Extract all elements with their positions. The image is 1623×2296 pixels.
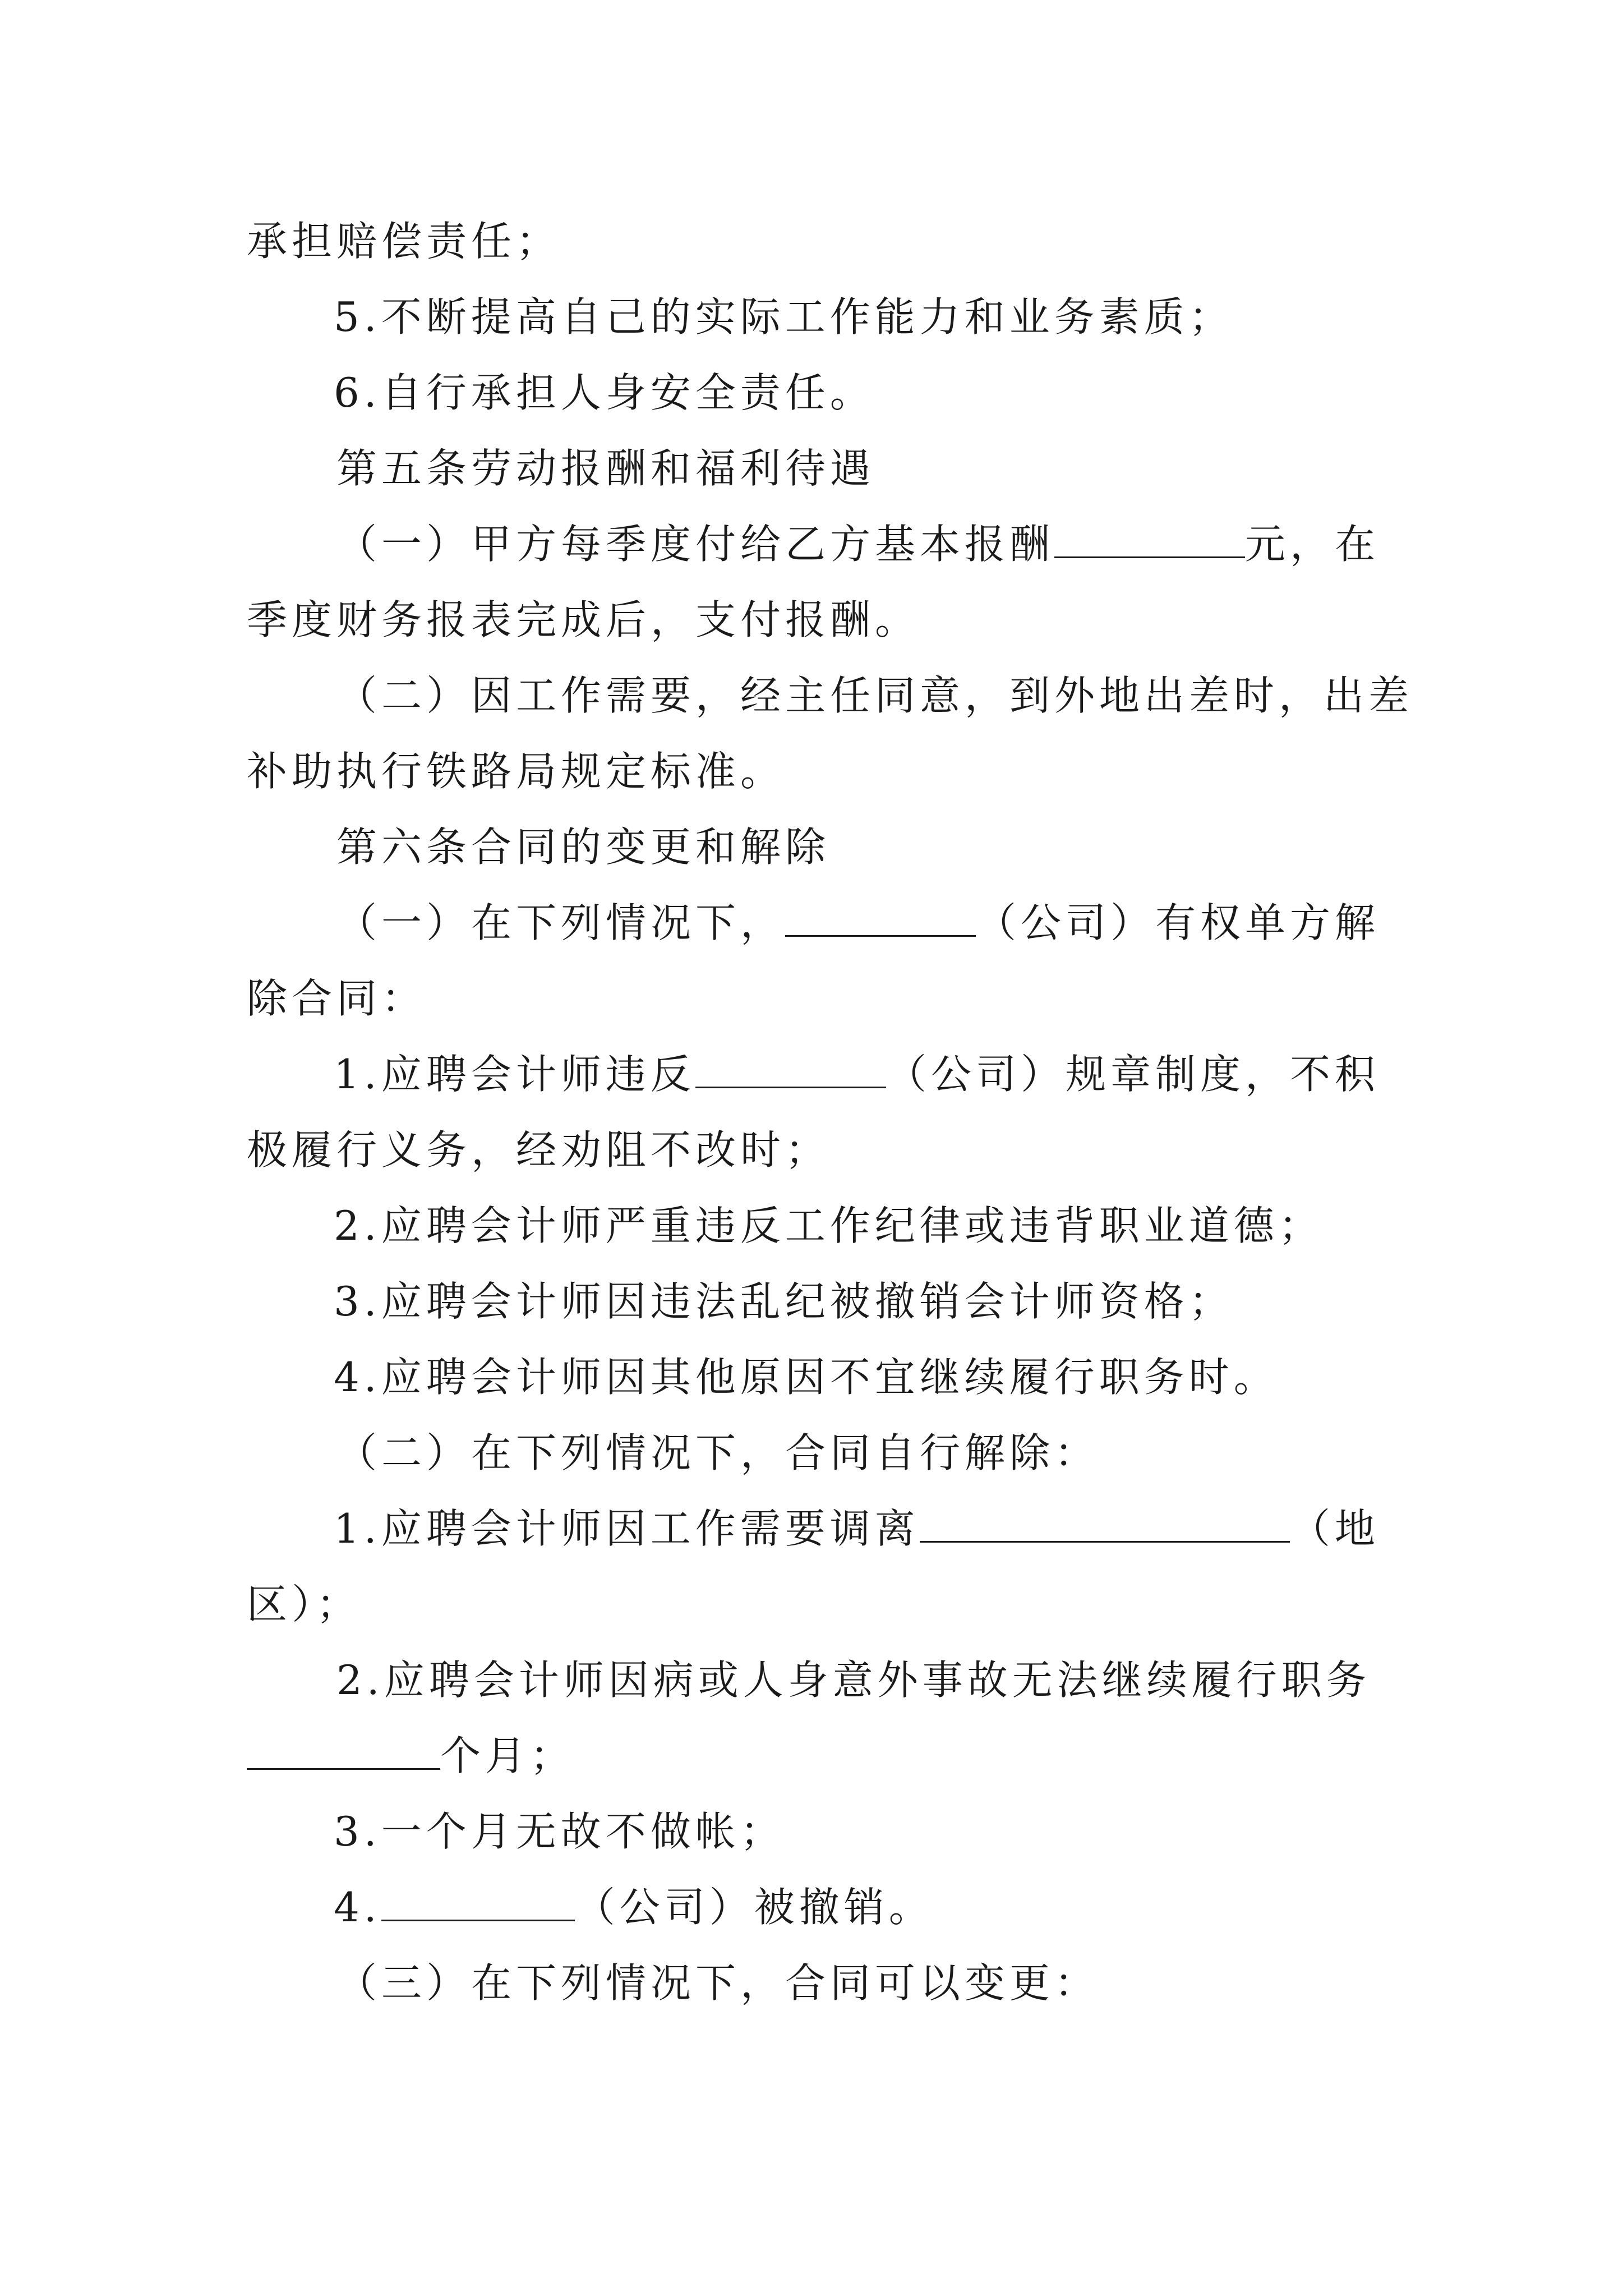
text-segment: （地 [1289,1505,1380,1552]
text-segment: 个月； [440,1732,575,1779]
text-line: 季度财务报表完成后，支付报酬。 [247,596,920,643]
text-line: 区）； [247,1581,362,1628]
text-line: 2.应聘会计师严重违反工作纪律或违背职业道德； [334,1202,1324,1249]
text-line [336,892,1380,954]
text-line: 5.不断提高自己的实际工作能力和业务素质； [334,293,1234,341]
section-heading: 第五条劳动报酬和福利待遇 [336,445,875,492]
text-segment: （公司）有权单方解 [975,899,1380,946]
section-heading: 第六条合同的变更和解除 [336,823,831,871]
text-line [247,1725,575,1787]
text-line: 除合同： [247,975,427,1022]
text-segment: 2.应聘会计师因病或人身意外事故无法继续履行职务 [336,1657,1371,1704]
text-segment: （公司）规章制度，不积 [886,1051,1380,1098]
text-line: 3.应聘会计师因违法乱纪被撤销会计师资格； [334,1278,1234,1325]
text-line: （二）在下列情况下，合同自行解除： [336,1429,1100,1476]
text-line: （三）在下列情况下，合同可以变更： [336,1959,1100,2007]
text-segment: 4. [334,1884,381,1931]
text-line: 6.自行承担人身安全责任。 [334,369,875,416]
text-line [334,1876,934,1938]
text-line: 补助执行铁路局规定标准。 [247,748,786,795]
text-line: 极履行义务，经劝阻不改时； [247,1126,831,1174]
text-line [336,1649,1380,1711]
fill-in-blank [785,896,976,937]
fill-in-blank [247,1729,440,1770]
text-line [336,665,1414,726]
text-line: 承担赔偿责任； [247,218,561,265]
text-segment: （一）甲方每季度付给乙方基本报酬 [336,521,1055,568]
fill-in-blank [920,1502,1290,1543]
text-segment: （公司）被撤销。 [574,1884,934,1931]
text-line: 3.一个月无故不做帐； [334,1808,785,1855]
text-segment: （二）因工作需要，经主任同意，到外地出差时，出差 [336,672,1414,719]
text-line [334,1498,1380,1559]
fill-in-blank [695,1047,886,1088]
text-segment: 1.应聘会计师因工作需要调离 [334,1505,920,1552]
fill-in-blank [381,1880,575,1921]
text-line [336,513,1380,575]
fill-in-blank [1054,517,1245,558]
text-segment: 元，在 [1244,521,1380,568]
text-line: 4.应聘会计师因其他原因不宜继续履行职务时。 [334,1354,1279,1401]
text-segment: （一）在下列情况下， [336,899,786,946]
text-segment: 1.应聘会计师违反 [334,1051,695,1098]
text-line [334,1043,1380,1105]
